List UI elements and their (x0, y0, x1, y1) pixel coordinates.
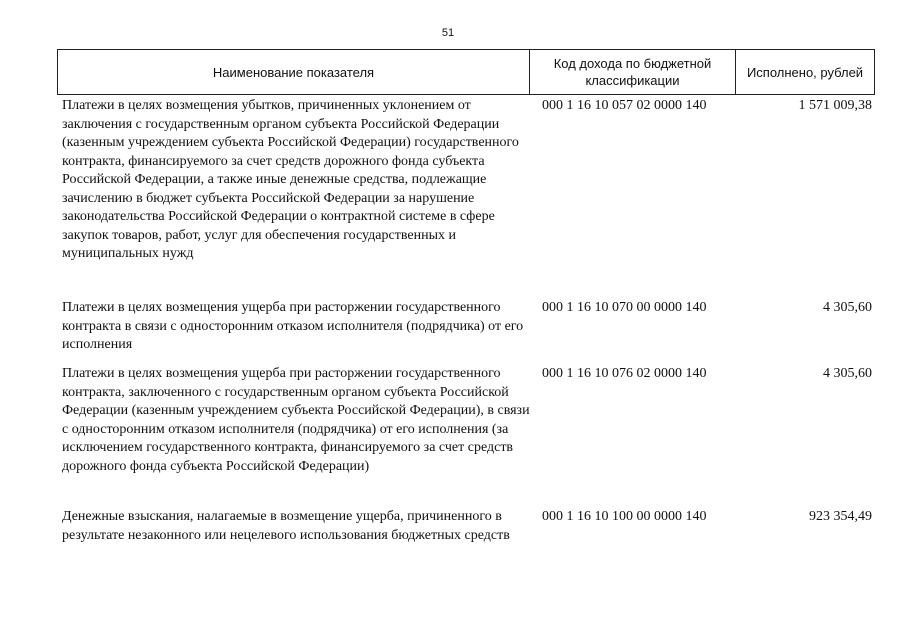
income-code: 000 1 16 10 070 00 0000 140 (542, 300, 707, 315)
executed-amount: 4 305,60 (823, 366, 872, 381)
executed-amount: 923 354,49 (809, 509, 872, 524)
income-code: 000 1 16 10 057 02 0000 140 (542, 98, 707, 113)
executed-amount: 1 571 009,38 (798, 98, 872, 113)
indicator-name: Платежи в целях возмещения убытков, причиненных уклонением от заключения с государственным органом субъекта Российской Федерации (казенным учреждением субъекта Российской Федерации) государственного контракта, финансируемого за счет средств дорожного фонда субъекта Российской Федерации, а также иные денежные средства, подлежащие зачислению в бюджет субъекта Российской Федерации за нарушение законодательства Российской Федерации о контрактной системе в сфере закупок товаров, работ, услуг для обеспечения государственных и муниципальных нужд (62, 98, 519, 261)
executed-amount: 4 305,60 (823, 300, 872, 315)
header-name: Наименование показателя (58, 50, 530, 94)
income-code: 000 1 16 10 076 02 0000 140 (542, 366, 707, 381)
income-code: 000 1 16 10 100 00 0000 140 (542, 509, 707, 524)
table-header (57, 49, 875, 95)
header-executed: Исполнено, рублей (746, 64, 864, 80)
indicator-name: Платежи в целях возмещения ущерба при расторжении государственного контракта в связи с односторонним отказом исполнителя (подрядчика) от его исполнения (62, 300, 524, 352)
indicator-name: Денежные взыскания, налагаемые в возмещение ущерба, причиненного в результате незаконного или нецелевого использования бюджетных средств (62, 509, 510, 543)
header-code: Код дохода по бюджетной классификации (530, 50, 736, 94)
indicator-name: Платежи в целях возмещения ущерба при расторжении государственного контракта, заключенного с государственным органом субъекта Российской Федерации (казенным учреждением субъекта Российской Федерации), в связи с односторонним отказом исполнителя (подрядчика) от его исполнения (за исключением государственного контракта, финансируемого за счет средств дорожного фонда субъекта Российской Федерации) (62, 366, 530, 474)
page-number: 51 (441, 27, 455, 39)
